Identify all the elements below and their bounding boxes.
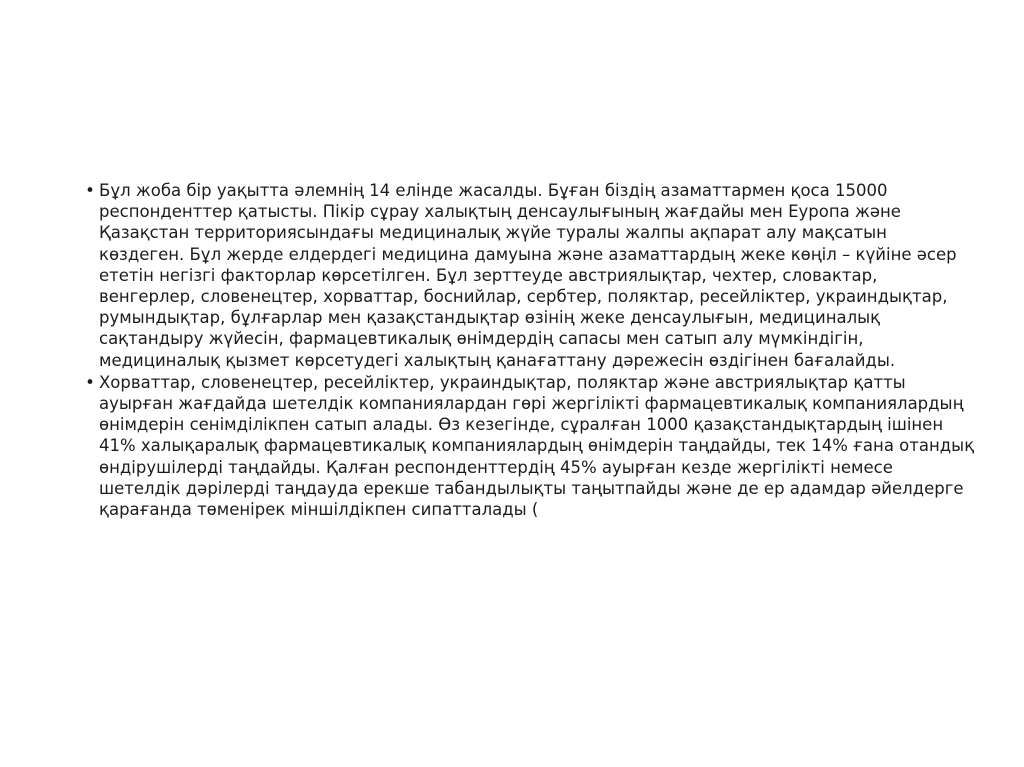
- bullet-list: [86, 180, 976, 521]
- bullet-item: [86, 180, 976, 371]
- bullet-text: Бұл жоба бір уақытта әлемнің 14 елінде жасалды. Бұған біздің азаматтармен қоса 15000 респонденттер қатысты. Пікір сұрау халықтың денсаулығының жағдайы мен Еуропа және Қазақстан территориясындағы медициналық жүйе туралы жалпы ақпарат алу мақсатын көздеген. Бұл жерде елдердегі медицина дамуына және азаматтардың жеке көңіл – күйіне әсер ететін негізгі факторлар көрсетілген. Бұл зерттеуде австриялықтар, чехтер, словактар, венгерлер, словенецтер, хорваттар, боснийлар, сербтер, поляктар, ресейліктер, украиндықтар, румындықтар, бұлғарлар мен қазақстандықтар өзінің жеке денсаулығын, медициналық сақтандыру жүйесін, фармацевтикалық өнімдердің сапасы мен сатып алу мүмкіндігін, медициналық қызмет көрсетудегі халықтың қанағаттану дәрежесін өздігінен бағалайды.: [99, 181, 957, 370]
- bullet-marker: •: [85, 181, 95, 200]
- bullet-marker: •: [85, 372, 95, 392]
- bullet-text: Хорваттар, словенецтер, ресейліктер, украиндықтар, поляктар және австриялықтар қатты ауырған жағдайда шетелдік компаниялардан гөрі жергілікті фармацевтикалық компаниялардың өнімдерін сенімділікпен сатып алады. Өз кезегінде, сұралған 1000 қазақстандықтардың ішінен 41% халықаралық фармацевтикалық компаниялардың өнімдерін таңдайды, тек 14% ғана отандық өндірушілерді таңдайды. Қалған респонденттердің 45% ауырған кезде жергілікті немесе шетелдік дәрілерді таңдауда ерекше табандылықты таңытпайды және де ер адамдар әйелдерге қарағанда төменірек міншілдікпен сипатталады (: [99, 372, 975, 520]
- bullet-item: [86, 372, 976, 520]
